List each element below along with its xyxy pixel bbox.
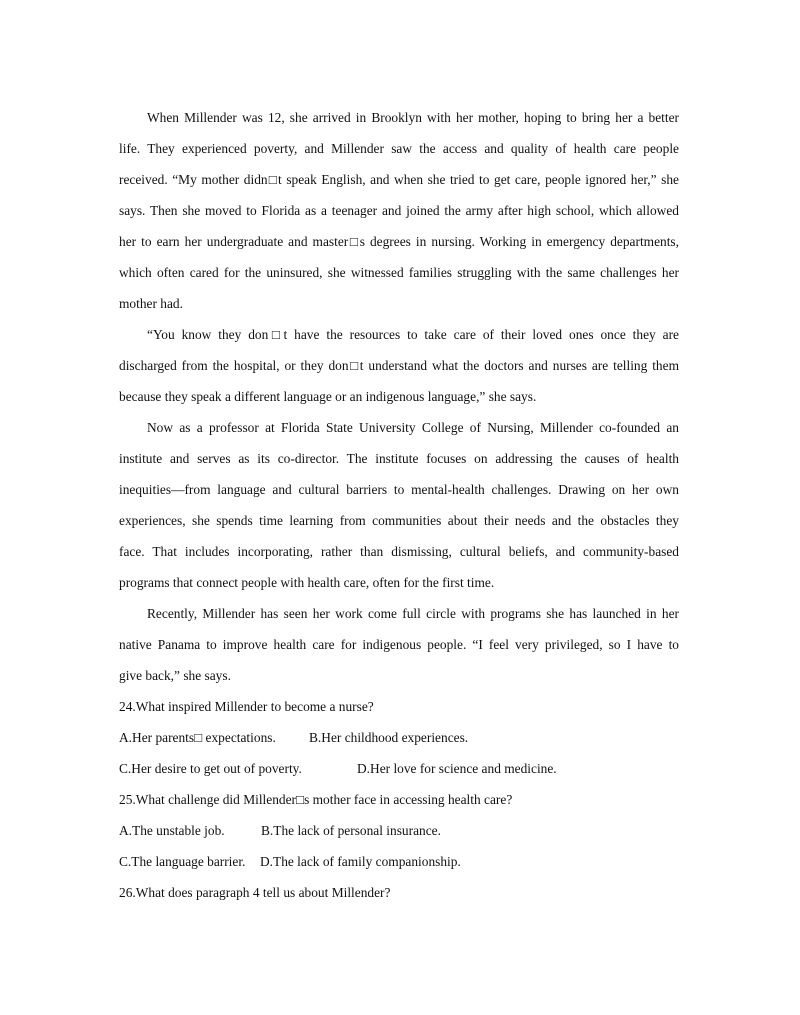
answer-option-d: D.Her love for science and medicine.: [357, 761, 557, 776]
paragraph-line: says. Then she moved to Florida as a teenager and joined the army after high school, which allowed: [119, 203, 679, 218]
paragraph-line: institute and serves as its co-director. The institute focuses on addressing the causes of health: [119, 451, 679, 466]
paragraph-line: received. “My mother didn□t speak English, and when she tried to get care, people ignored her,” she: [119, 172, 679, 187]
paragraph-line: When Millender was 12, she arrived in Brooklyn with her mother, hoping to bring her a better: [147, 110, 679, 125]
answer-option-d: D.The lack of family companionship.: [260, 854, 461, 869]
question-stem: 25.What challenge did Millender□s mother face in accessing health care?: [119, 792, 513, 807]
answer-option-a: A.Her parents□ expectations.: [119, 730, 276, 745]
paragraph-line: because they speak a different language or an indigenous language,” she says.: [119, 389, 537, 404]
answer-option-c: C.The language barrier.: [119, 854, 246, 869]
option-row: [119, 722, 679, 753]
paragraph-line: Now as a professor at Florida State University College of Nursing, Millender co-founded an: [147, 420, 679, 435]
paragraph-line: discharged from the hospital, or they don□t understand what the doctors and nurses are telling them: [119, 358, 679, 373]
question-stem: 26.What does paragraph 4 tell us about Millender?: [119, 885, 391, 900]
paragraph-line: her to earn her undergraduate and master□s degrees in nursing. Working in emergency departments,: [119, 234, 679, 249]
question-26: [119, 877, 679, 908]
paragraph-line: programs that connect people with health care, often for the first time.: [119, 575, 495, 590]
paragraph-line: inequities—from language and cultural barriers to mental-health challenges. Drawing on her own: [119, 482, 679, 497]
passage-paragraph-2: [119, 319, 679, 412]
question-25: [119, 784, 679, 877]
paragraph-line: Recently, Millender has seen her work come full circle with programs she has launched in her: [147, 606, 679, 621]
paragraph-line: “You know they don□t have the resources to take care of their loved ones once they are: [147, 327, 679, 342]
answer-option-b: B.Her childhood experiences.: [309, 730, 469, 745]
paragraph-line: which often cared for the uninsured, she witnessed families struggling with the same challenges her: [119, 265, 679, 280]
answer-option-a: A.The unstable job.: [119, 823, 225, 838]
option-row: [119, 815, 679, 846]
paragraph-line: mother had.: [119, 296, 183, 311]
passage-paragraph-1: [119, 102, 679, 319]
paragraph-line: face. That includes incorporating, rather than dismissing, cultural beliefs, and community-based: [119, 544, 679, 559]
passage-paragraph-4: [119, 598, 679, 691]
answer-option-c: C.Her desire to get out of poverty.: [119, 761, 302, 776]
option-row: [119, 753, 679, 784]
passage-paragraph-3: [119, 412, 679, 598]
answer-option-b: B.The lack of personal insurance.: [261, 823, 441, 838]
paragraph-line: life. They experienced poverty, and Millender saw the access and quality of health care people: [119, 141, 679, 156]
option-row: [119, 846, 679, 877]
paragraph-line: native Panama to improve health care for indigenous people. “I feel very privileged, so I have to: [119, 637, 679, 652]
question-stem: 24.What inspired Millender to become a nurse?: [119, 699, 374, 714]
question-24: [119, 691, 679, 784]
document-content: [119, 102, 679, 908]
paragraph-line: give back,” she says.: [119, 668, 231, 683]
paragraph-line: experiences, she spends time learning from communities about their needs and the obstacles they: [119, 513, 679, 528]
